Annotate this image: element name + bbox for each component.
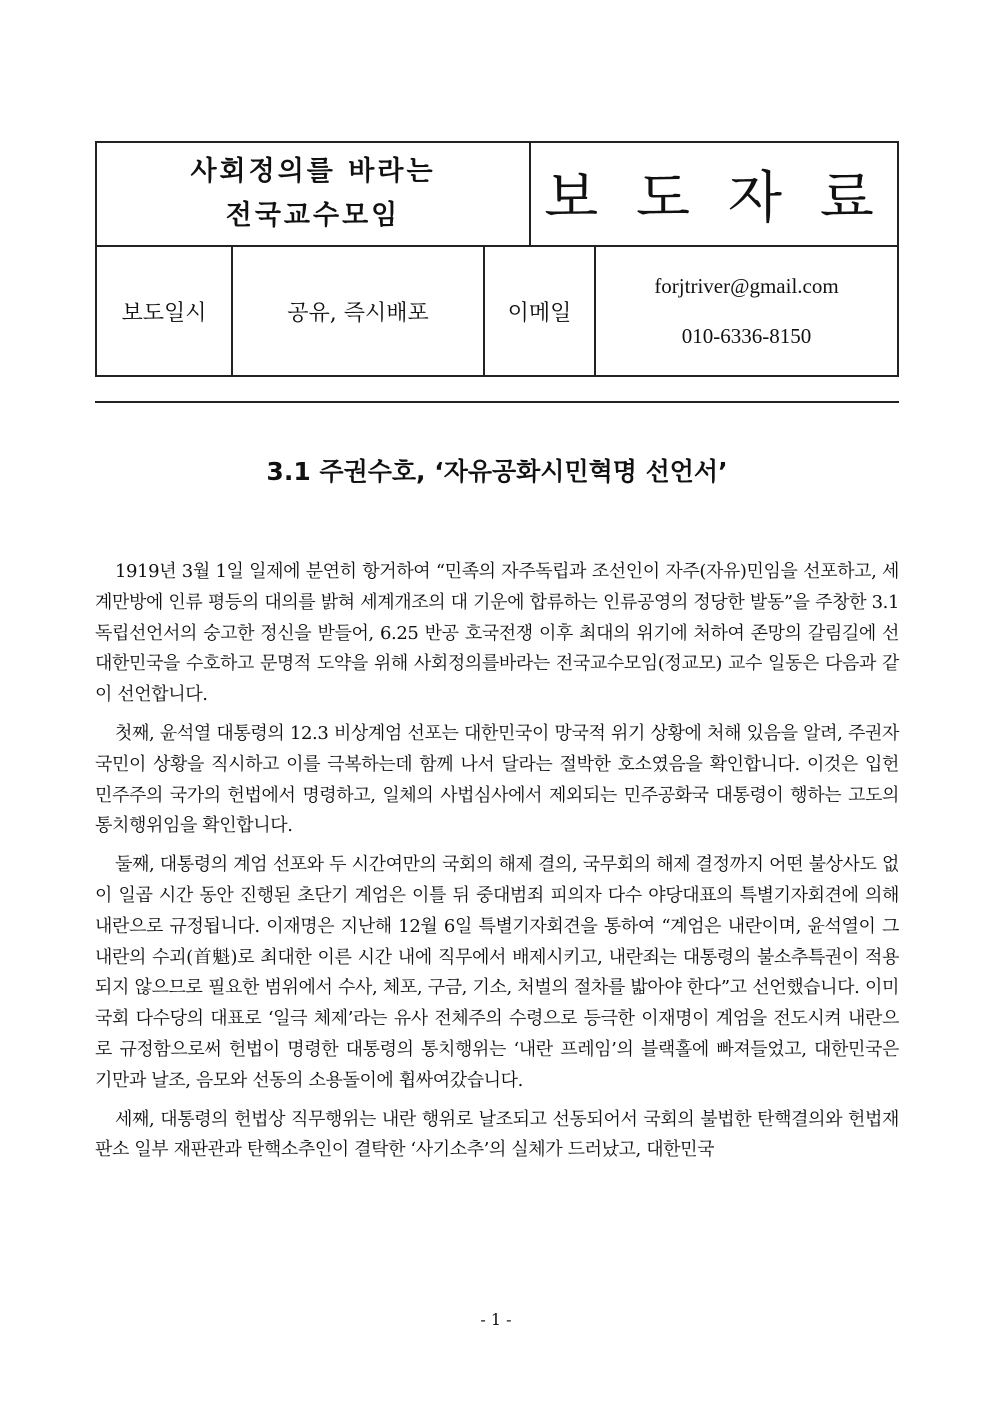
paragraph-first: 첫째, 윤석열 대통령의 12.3 비상계엄 선포는 대한민국이 망국적 위기 상황에 처해 있음을 알려, 주권자 국민이 상황을 직시하고 이를 극복하는데 함께 나서 달라는 절박한 호소였음을 확인합니다. 이것은 입헌 민주주의 국가의 헌법에서 명령하고, 일체의 사법심사에서 제외되는 민주공화국 대통령이 행하는 고도의 통치행위임을 확인합니다. xyxy=(95,722,899,837)
document-body xyxy=(95,557,899,1174)
email-label: 이메일 xyxy=(485,247,596,375)
press-header-table xyxy=(95,141,899,377)
paragraph-third: 세째, 대통령의 헌법상 직무행위는 내란 행위로 날조되고 선동되어서 국회의 불법한 탄핵결의와 헌법재판소 일부 재판관과 탄핵소추인이 결탁한 ‘사기소추’의 실체가 드러났고, 대한민국 xyxy=(95,1108,899,1161)
press-release-title: 보 도 자 료 xyxy=(544,166,884,231)
header-top-row xyxy=(97,143,897,247)
header-info-row xyxy=(97,247,897,375)
contact-cell xyxy=(596,247,897,375)
paragraph-second: 둘째, 대통령의 계엄 선포와 두 시간여만의 국회의 해제 결의, 국무회의 해제 결정까지 어떤 불상사도 없이 일곱 시간 동안 진행된 초단기 계엄은 이틀 뒤 중대범죄 피의자 다수 야당대표의 특별기자회견에 의해 내란으로 규정됩니다. 이재명은 지난해 12월 6일 특별기자회견을 통하여 “계엄은 내란이며, 윤석열이 그 내란의 수괴(首魁)로 최대한 이른 시간 내에 직무에서 배제시키고, 내란죄는 대통령의 불소추특권이 적용되지 않으므로 필요한 범위에서 수사, 체포, 구금, 기소, 처벌의 절차를 밟아야 한다”고 선언했습니다. 이미 국회 다수당의 대표로 ‘일극 체제’라는 유사 전체주의 수령으로 등극한 이재명이 계엄을 전도시켜 내란으로 규정함으로써 헌법이 명령한 대통령의 통치행위는 ‘내란 프레임’의 블랙홀에 빠져들었고, 대한민국은 기만과 날조, 음모와 선동의 소용돌이에 휩싸여갔습니다. xyxy=(95,854,899,1091)
organization-cell xyxy=(97,143,531,245)
paragraph-intro: 1919년 3월 1일 일제에 분연히 항거하여 “민족의 자주독립과 조선인이 자주(자유)민임을 선포하고, 세계만방에 인류 평등의 대의를 밝혀 세계개조의 대 기운에 합류하는 인류공영의 정당한 발동”을 주창한 3.1 독립선언서의 숭고한 정신을 받들어, 6.25 반공 호국전쟁 이후 최대의 위기에 처하여 존망의 갈림길에 선 대한민국을 수호하고 문명적 도약을 위해 사회정의를바라는 전국교수모임(정교모) 교수 일동은 다음과 같이 선언합니다. xyxy=(95,561,899,706)
release-date-value: 공유, 즉시배포 xyxy=(233,247,485,375)
press-release-cell xyxy=(531,143,897,245)
email-value: forjtriver@gmail.com xyxy=(654,274,839,298)
organization-name-line2: 전국교수모임 xyxy=(225,200,401,231)
document-title: 3.1 주권수호, ‘자유공화시민혁명 선언서’ xyxy=(266,457,728,486)
horizontal-divider xyxy=(95,401,899,403)
organization-name-line1: 사회정의를 바라는 xyxy=(190,156,436,187)
release-date-label: 보도일시 xyxy=(97,247,233,375)
phone-value: 010-6336-8150 xyxy=(681,324,812,348)
page-number: - 1 - xyxy=(480,1310,512,1329)
